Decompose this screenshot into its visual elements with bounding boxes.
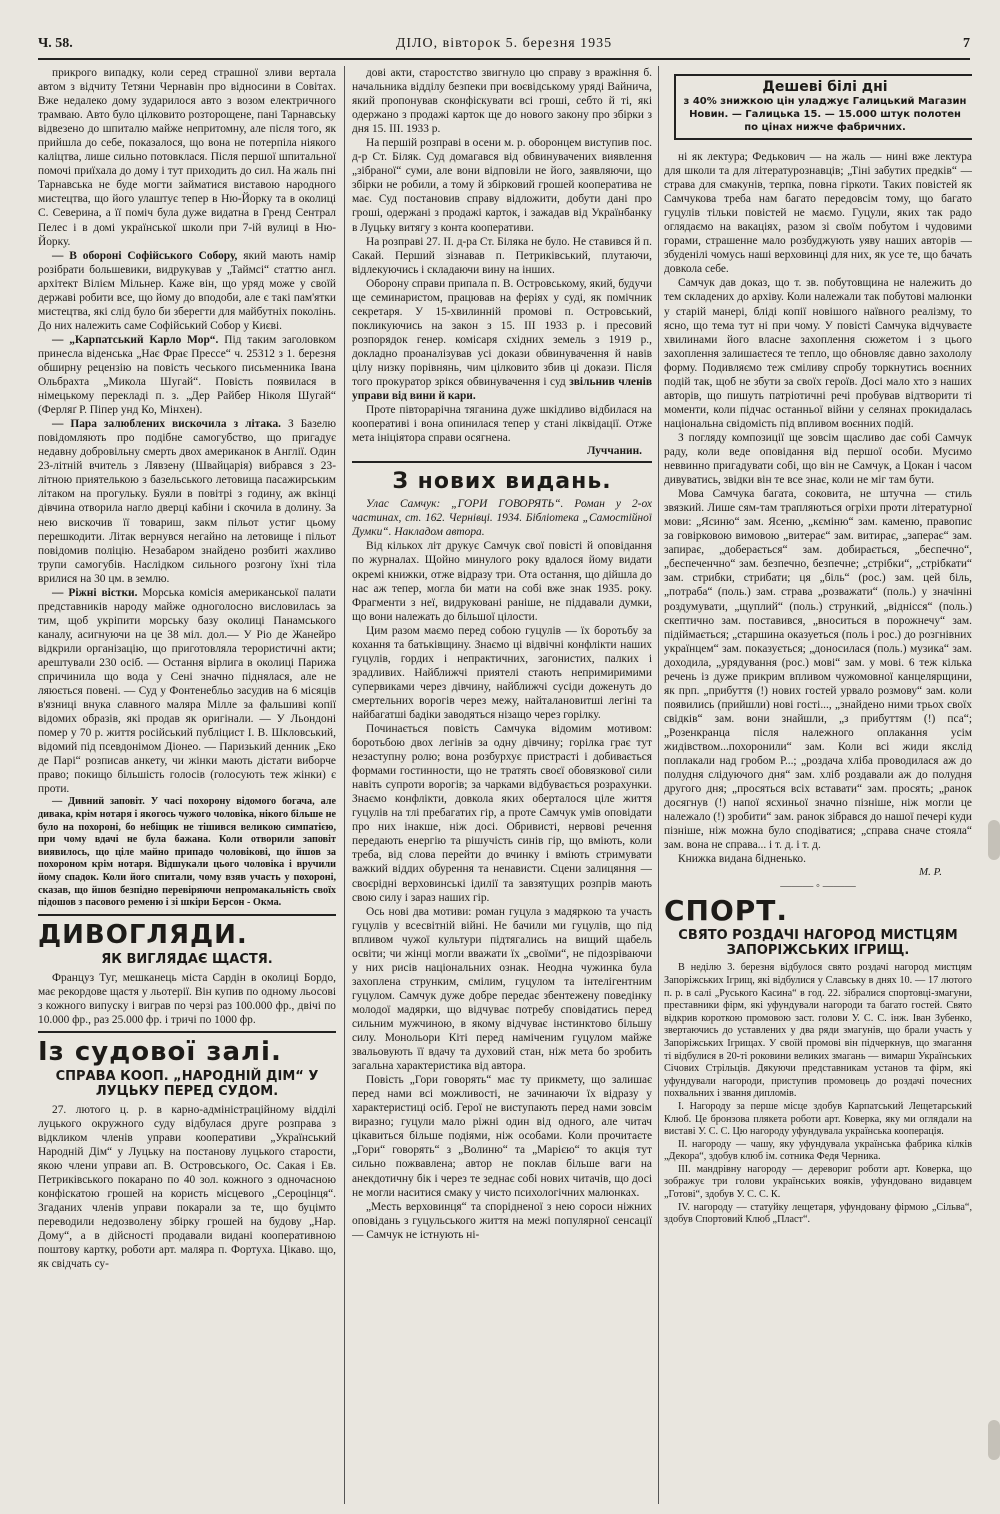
column-rule [658,66,659,1504]
article-subtitle: ЯК ВИГЛЯДАЄ ЩАСТЯ. [101,951,273,967]
article-paragraph: Проте півторарічна тяганина дуже шкідливо відбилася на кооперативі і вона опинилася тепер у стані ліквідації. Отже мета ініціятора справи осягнена. [352,404,652,445]
news-headline: — Дивний заповіт. [52,796,145,808]
news-text: У часі похорону відомого богача, але дивака, крім нотаря і якогось чужого чоловіка, нікого більше не було на похороні, бо небіщик не тішився великою симпатією, при чому вдачі не була бажана. Коли отворили заповіт виявилось, що ціле майно припадо чоловікові, що йшов за похороном крім нотаря. Відшукали цього чоловіка і вручили йому спадок. Коли його спитали, чому взяв участь у похороні, сказав, що йшов безпідно перевіряючи непромакальність своїх підошов з пасового ременю і зі шкіри Берсон - Окма. [38,796,336,909]
article-paragraph [38,333,336,417]
article-paragraph [38,417,336,586]
review-paragraph: Повість „Гори говорять“ має ту прикмету, що залишає перед нами всі можливості, не зачинаючи їх відразу у характеристиці осіб. Герої не виступають перед нами зовсім виразно; гуцули мало ріжні один від одного, але читач цікавиться більше подіями, ніж особами. Коли прочитаєте „Гори“ говорять“ з „Волиню“ та „Марією“ то акція тут сильно пожвавлена; автор не поклав більше ваги на анекдотичну бік і через те зеднає собі нових читачів, що досі не могли наситися смаку у чисто психологічних малюнках. [352,1074,652,1199]
column-2 [352,66,652,1506]
review-paragraph: Мова Самчука багата, соковита, не штучна — стиль звязкий. Лише сям-там трапляються огріхи проти літературної мови: „Ясиню“ зам. Ясеню, „кєміню“ зам. каменю, правопис за говірковою вимовою „витерає“ зам. витирає, „заперає“ зам. запирає, „доберається“ зам. добирається, „беспечно“, „беспеченчно“ зам. безпечно, безпечне; „стрібки“, „стрібкати“ зам. стрибки, стрибати; ця „біль“ (рос.) зам. цей біль, „потраба“ (поль.) зам. страва „розважати“ (поль.) у значінні роздумувати, „щуплий“ (поль.) стрункий, „віднісся“ (поль.) скептично зам. поставився, „вноситься в порожнечу“ зам. підіймається; „старшина оказуеться (поль і рос.) до розгнівних українцем“ зам. показується; „доносилася (поль.) музика“ зам. доходила, „урядування (рос.) мові“ зам. у мові. 6 теж кілька речень із дуже прикрим впливом чужомовної канцелярщини, як прп. „прибуття (!) нових гостей урвало розмову“ зам. коли появились (прийшли) нові гості..., „знайдено ними трьох своїх свідків“ зам. вони знайшли, „з прибуттям (!) пса“; „Розенкранца після належного оплакання усім жидівством...похоронили“ зам. Коли всі жиди якслід поплакали над гробом Р...; „роздача хліба проводилася аж до полудня слідуючого дня“ зам. хліб роздавали аж до полудня другого дня; „просяться всіх вставати“ зам. просять; „ранок досягнув (!) напої ясхиньої значно пізніше, ніж могли це належало (!) зробити“ зам. ранок зібрався до нашої печері куди пізніше, ніж можна було сподіватися; „справа сначе стояла“ зам. вона не справа... і т. д. і т. д. [664,488,972,852]
column-rule [344,66,345,1504]
article-paragraph: Француз Туг, мешканець міста Сардін в околиці Бордо, має рекордове щастя у льотерії. Він купив по одному льосові з кожного випуску і виграв по черзі раз 100.000 фр., двічі по 10.000 фр., раз 25.000 фр. і тричі по 1000 фр. [38,971,336,1026]
article-paragraph [38,249,336,333]
section-divider [38,914,336,916]
page-number: 7 [963,36,970,51]
news-text: Оборону справи припала п. В. Островському, який, будучи ще семинаристом, працював на феріях у суді, як помічник секретаря. У 15-хвилинній промові п. Островський, покликуючись на закон з 15. ІІІ 1933 р. і пресовий розпорядок генер. комісаря східних земель з 1919 р., докладно проаналізував усі докази обвинувачення й навів цілу низку порівнянь, чим цілковито збив ці докази. Після того прокуратор зрікся обвинувачення і суд [352,277,652,389]
article-paragraph [352,277,652,403]
sport-paragraph: ІІ. нагороду — чашу, яку уфундувала українська фабрика кілків „Декора“, здобув клюб ім. сотника Федя Черника. [664,1138,972,1163]
ad-text: з 40% знижкою цін уладжує Галицький Магазин Новин. — Галицька 15. — 15.000 штук полотен по цінах нижче фабричних. [683,96,967,133]
news-headline: — В обороні Софійського Собору, [52,249,238,262]
author-signature: Луччанин. [587,445,642,458]
section-title-court: Із судової залі. [38,1036,282,1067]
review-paragraph: З погляду композиції ще зовсім щасливо дає собі Самчук раду, коли веде оповідання від першої особи. Мусимо неввинно пригадувати собі, що він не Самчук, а Цокан і часом дивуватись, звідки він те все знає, коли не міг там бути. [664,431,972,487]
news-text: Під таким заголовком принесла віденська „Нає Фрає Прессе“ ч. 25312 з 1. березня обширну рецензію на повість чеського письменника Івана Ольбрахта „Микола Шугай“. Повість появилася в німецькому перекладі п. з. „Дер Райбер Ніколя Шугай“ (Ферляґ Р. Піпер унд Ко, Мінхен). [38,333,336,417]
article-subtitle: СВЯТО РОЗДАЧІ НАГОРОД МИСТЦЯМ ЗАПОРІЖСЬКИХ ІГРИЩ. [678,928,958,959]
review-paragraph: Ось нові два мотиви: роман гуцула з мадяркою та участь гуцулів у всесвітній війні. Не бачили ми гуцулів, що під впливом чужої культури підтягались на вищий щабель освіти; чи жінці могли вважати їх „своїми“, не підозріваючи у них рисів національних ознак. Неодна чужинка була захоплена струнким, смілим, гуцулом та інтелігентним гуцулом. Самчук дуже добре передає збентежену поведінку молодої мадярки, що відчуває потребу сповідатись перед сильним мужчиною, в якому відчуває інстинктово більшу силу. Монольори Кіті перед наміченим гуцулом майже звальовують її вдачу та духовий стан, ніж мета бо зробить загальна характеристика від автора. [352,905,652,1073]
ornament-divider: ——— ◦ ——— [780,880,856,893]
issue-number: Ч. 58. [38,36,73,51]
article-paragraph: прикрого випадку, коли серед страшної зливи вертала автом з відчиту Тетяни Чернавін про відносини в Совітах. Вже недалеко дому зударилося авто з возом електричного трамваю. Авто було цілковито розторощене, пані Тарнавську відвезено до шпиталю майже непритомну, але після того, як прийшла до себе, показалося, що вона не потерпіла ніякого каліцтва, лише сильно потовклася. Після першої шпитальної помочі приїхала до дому і тут приходить до сил. На жаль пні Тарнавська не буде могти займатися виставою народного мистецтва, що його улаштує тепер в Ню-Йорку та в околиці С. Северина, а її поміч була дуже видатна в Гренд Сентрал Пелес і в домі української школи при 7-ій вулиці в Ню-Йорку. [38,67,336,248]
review-paragraph: Книжка видана бідненько. [678,853,806,866]
news-headline: — Пара залюблених вискочила з літака. [52,418,282,431]
author-signature: М. Р. [918,866,942,879]
news-headline: — Ріжні вістки. [52,586,138,599]
column-3 [664,66,972,1506]
review-paragraph: Цим разом маємо перед собою гуцулів — їх боротьбу за кохання та батьківщину. Знаємо ці відвічні конфлікти наших гуцулів, гордих і непрактичних, загонистих, палких і зрадливих. Найближчі приятелі стають непримиримими супервиками через дівчину, найближчі сусіди доженуть до смертельних ворогів через межу, найталановитші легіні та найбагатші бадіки заводяться нізащо через горілку. [352,624,652,721]
column-1 [38,66,336,1506]
masthead: ДІЛО, вівторок 5. березня 1935 [395,36,613,51]
section-title-new-publications: З нових видань. [392,469,612,495]
article-paragraph [38,796,336,909]
review-paragraph: Самчук дав доказ, що т. зв. побутовщина не належить до тем складених до архіву. Коли належали так побутові малюнки у старій манері, бліді копії новішого наївного реалізму, то ясно, що тема тут ні при чому. У повісті Самчука відчуваєте хвилинами його власне захоплення сюжетом і з цього захоплення залишаєтеся те тепло, що обновляє давно захололу форму. Подивляємо теж сміливу спробу торкнутись воєнних подій так, щоб не збути за своїх героїв. Досі мало хто з наших авторів, що пишуть патріотичні речі пробував відтворити ті моменти, коли підчас останньої війни у селянах прокидалась національна свідомість під впливом воєнних подій. [664,277,972,430]
sport-paragraph: І. Нагороду за перше місце здобув Карпатський Лещетарський Клюб. Це бронзова плякета роботи арт. Коверка, яку ми оглядали на виставі У. С. С. Цю нагороду уфундувала українська кооперація. [664,1100,972,1138]
section-title-sport: СПОРТ. [664,894,789,928]
article-paragraph: дові акти, старостство звигнуло цю справу з вражіння б. начальника відділу безпеки при воєвідському уряді Вайнича, який пропонував сконфіскувати всі гроші, себто й ті, які одержано з продажі карток ще до нового закону про збірки з дня 15. ІІІ. 1933 р. [352,67,652,136]
article-subtitle: СПРАВА КООП. „НАРОДНІЙ ДІМ“ У ЛУЦЬКУ ПЕРЕД СУДОМ. [55,1068,319,1099]
section-divider [352,461,652,463]
news-text: який мають намір розібрати большевики, видрукував у „Таймсі“ статтю англ. архітект Вілієм Мільнер. Каже він, що уряд може у своїй державі робити все, що йому до вподоби, але є такі пам'ятки мистецтва, які слід було би зберегти для майбутніх поколінь. До них належить саме Софійський Собор у Києві. [38,249,336,332]
verdict-text: звільнив членів управи від вини й кари. [352,376,652,403]
ad-title: Дешеві білі дні [762,79,888,95]
article-paragraph: 27. лютого ц. р. в карно-адміністраційному відділі луцького окружного суду відбулася друге розправа з відкликом членів управи кооперативи „Український Народній Дім“ у Луцьку на постанову луцького старости, якою члени управи ап. В. Островського, Ос. Сакая і Ев. Петриківського покарано по 40 зол. кожного з одночасною конфіскатою грошей на користь місцевого „Сероцінця“. Згаданих членів управи покарали за те, що буцімто переводили недозволену збірку грошей на будову „Нар. Дому“, а в дійсності продавали видані кооперативною поштову картку, роботи арт. маляра п. Фортуха. Цікаво. що, як свідчать су- [38,1103,336,1271]
page-header [38,34,970,60]
review-paragraph: Від кількох літ друкує Самчук свої повісті й оповідання по журналах. Щойно минулого року вдалося йому видати окремі книжки, отже відразу три. Ота остання, що дійшла до нас аж тепер, могла би мати на собі вже знак 1935. року. Фрагменти з неї, видруковані раніше, не піддавали думки, що вони належать до більшої цілости. [352,540,652,623]
article-paragraph [38,586,336,797]
sport-paragraph: ІІІ. мандрівну нагороду — деревориг роботи арт. Коверка, що зображує три голови українських вояків, уфундовано видавцем „Готові“, здобув У. С. С. К. [664,1163,972,1201]
article-paragraph: На розправі 27. ІІ. д-ра Ст. Біляка не було. Не ставився й п. Сакай. Перший зізнавав п. Петриківський, плутаючи, відлекуючись і складаючи вину на інших. [352,235,652,276]
section-title-curiosities: ДИВОГЛЯДИ. [38,919,248,950]
book-citation: Улас Самчук: „ГОРИ ГОВОРЯТЬ“. Роман у 2-ох частинах, ст. 162. Чернівці. 1934. Бібліотека „Самостійної Думки“. Накладом автора. [352,498,652,539]
advertisement-box [674,74,972,140]
news-text: Морська комісія американської палати представників народу майже одноголосно висловилась за тим, щоб укріпити морську базу околиці Панамського каналу, асигнуючи на це 38 міл. дол.— У Ріо де Жанейро відкрили організацію, що приготовляла терористичні акти; арештували 230 осіб. — Остання вірлига в околиці Парижа спричинила що вода у Сені значно піднялася, але не ляюється повені. — Суд у Фонтенебльо засудив на 6 місяців в'язниці внука славного маляра Мілле за фальшиві копії відомих образів, які продав як оригінали. — У Льондоні помер у 70 р. життя російський публіцист І. В. Шкловський, відомий під псевдонімом Діонео. — Паризький денник „Еко де Парі“ розписав анкету, чи жінки мають дістати виборче право; покищо більшість голосів (голосують теж жінки) є проти. [38,586,336,796]
news-text: З Базелю повідомляють про подібне самогубство, що пригадує недавну добровільну смерть двох американок в Англії. Один 23-літній вчитель з Лявзену (Швайцарія) вибрався з 23-літною приятелькою з базельського летовища пасажирським літаком на прогульку. Буяли в повітрі з годину, аж вкінці дівчина отворила нагло дверці кабіни і скочила в долину. За нею вискочив її товариш, закм пільот устиг цьому перешкодити. Літак вернувся негайно на летовище і пільот повідомив поліцію. Незабаром знайдено розбиті жахливо трупи самогубів. Наслідком сильного розгону їхні тіла врилися на 30 цм. в землю. [38,418,336,585]
sport-paragraph: В неділю 3. березня відбулося свято роздачі нагород мистцям Запоріжських Ігрищ, які відбулися у Славську в днях 10. — 17 лютого п. р. в салі „Руського Касина“ в год. 22. зібралися спортовці-змагуни, преставники фірм, які уфундували нагороди та багато гостей. Свято відкрив короткою промовою заст. голови У. С. С. інж. Іван Зубенко, звертаючись до уставлених у два ряди змагунів, що брали участь у Запоріжських Ігрищах. У своїй промові він підчеркнув, що змагання ті відбулися в 20-ті роковини великих змагань — вимарш Українських Січових Стрільців. Дякуючи представникам установ та фірм, які уфундували нагороди, приступив промовець до роздачі почесних похвальних і звання дипломів. [664,962,972,1100]
review-paragraph: Починається повість Самчука відомим мотивом: боротьбою двох легінів за одну дівчину; горілка грає тут незаступну ролю; вона розбурхує пристрасті і добивається формами гостинности, що не тратять своєї обовязкової сили навіть супроти ворогів; за чарками відбувається розрахунки. Знаємо конфлікти, довкола яких оберталося ціле життя гуцулів на тлі пребагатих гір, а проте Самчук умів оповідати про них інакше, ніж досі. Обривисті, нервові речення передають енергію та рішучість синів гір, що вміють, коли треба, від слова перейти до вчинку і вміють стримувати важкий віддих обурення та ненависти. Сцени залицяння — своєрідні верховинські ідилії та завзятущих розпрів мають свою силу і зараз наших гір. [352,723,652,904]
binding-hole [988,820,1000,860]
binding-hole [988,1420,1000,1460]
sport-paragraph: IV. нагороду — статуйку лещетаря, уфундовану фірмою „Сільва“, здобув Спортовий Клюб „Пласт“. [664,1201,972,1226]
review-paragraph: „Месть верховинця“ та спорідненої з нею сороси ніжних оповідань з гуцульського життя на межі популярної сенсації — Самчук не істнують ні- [352,1200,652,1241]
article-paragraph: На першій розправі в осени м. р. оборонцем виступив пос. д-р Ст. Біляк. Суд домагався від обвинувачених виявлення „зібраної“ суми, але вони відповіли не його, заявляючи, що збірки не робили, а тому й збірковий грошей кооператива не має. Суд постановив справу відложити, добути дані про гроші, одержані з продажі карток, і зажадав від Українбанку в Луцьку витягу з конта кооперативи. [352,137,652,234]
news-headline: — „Карпатський Карло Мор“. [52,333,219,346]
review-paragraph: ні як лектура; Федькович — на жаль — нині вже лектура для школи та для літературознавців; „Тіні забутих предків“ — страва для смакунів, терпка, повна гіркоти. Таких повістей як Самчукова треба нам багато передовсім тому, що багато гуцулів тільки повістей не маємо. Гуцули, яких так радо оглядаємо на вакаціях, разом зі своїм побутом і чудовими горами, страшенне мало розбуджують уяву наших авторів — збуденілі чомусь наші верховинці для них, як усе те, що бачать довкола себе. [664,151,972,276]
section-divider [38,1031,336,1033]
